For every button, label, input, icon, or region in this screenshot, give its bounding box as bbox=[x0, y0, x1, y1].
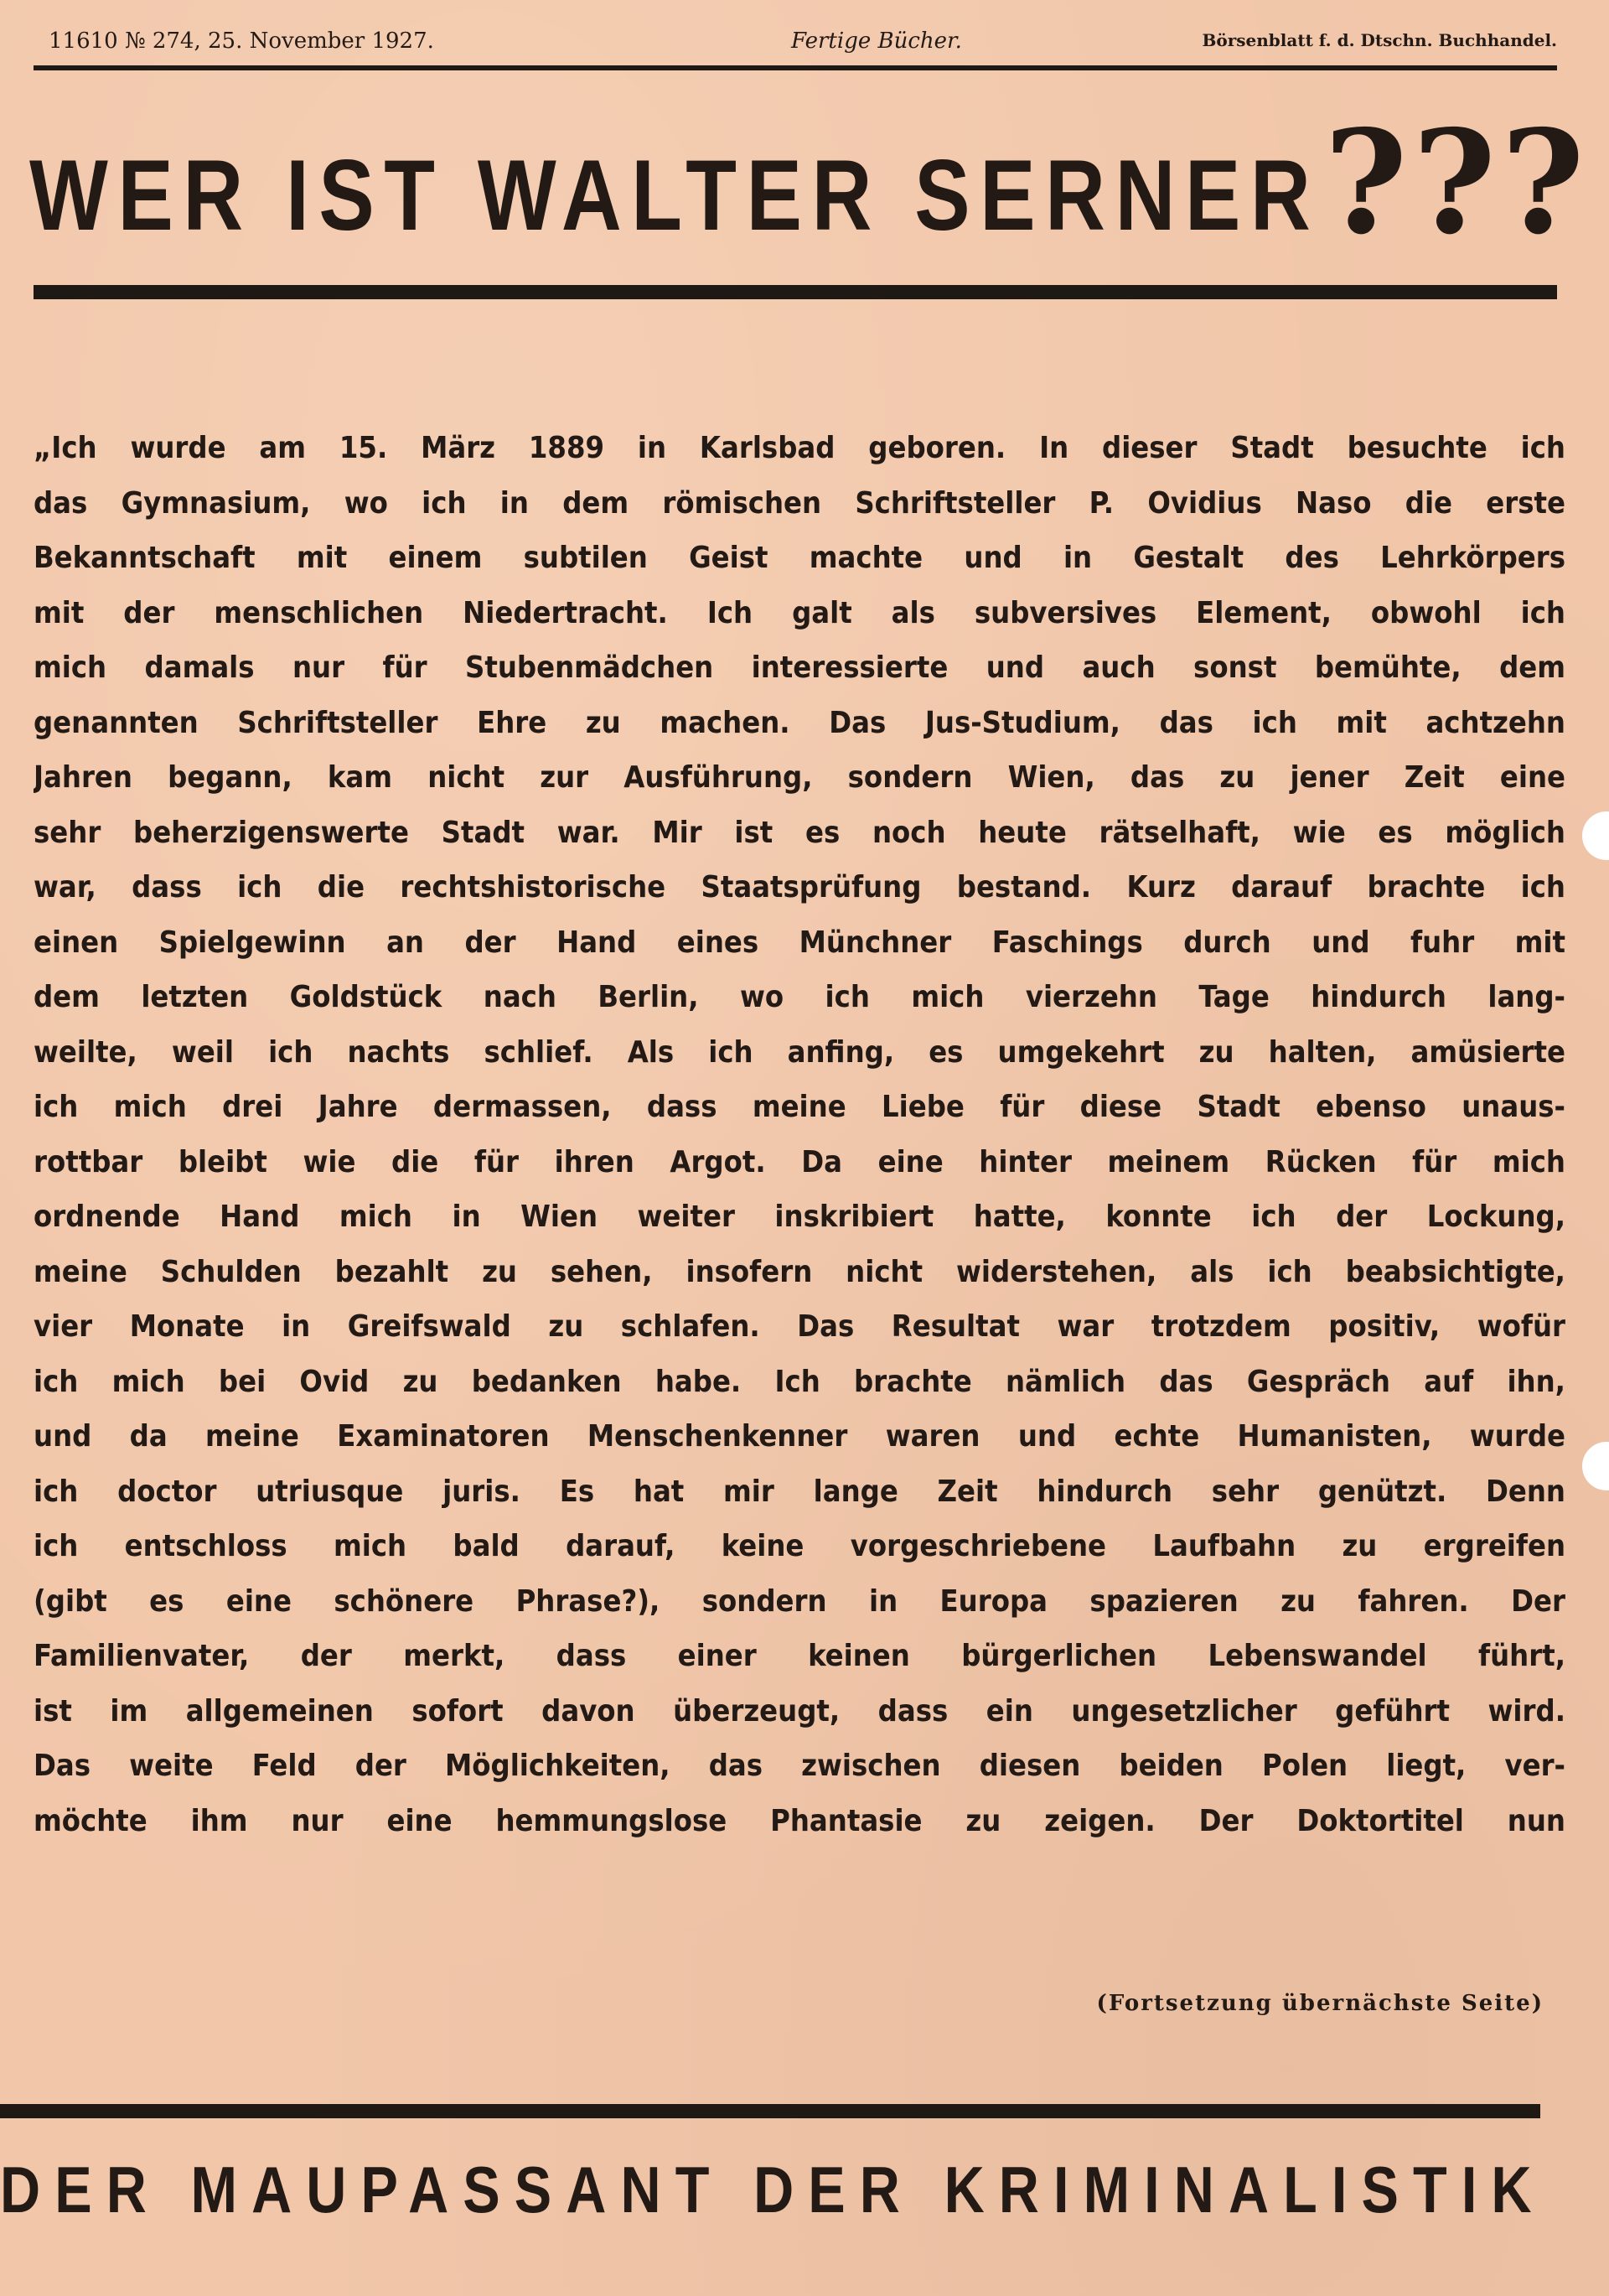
section-title: Fertige Bücher. bbox=[791, 29, 962, 54]
page-info: 11610 № 274, 25. November 1927. bbox=[49, 29, 434, 54]
article-line: ich mich bei Ovid zu bedanken habe. Ich brachte nämlich das Gespräch auf ihn, bbox=[34, 1364, 1565, 1399]
article-line: ich mich drei Jahre dermassen, dass meine Liebe für diese Stadt ebenso unaus- bbox=[34, 1090, 1565, 1124]
article-line: das Gymnasium, wo ich in dem römischen Schriftsteller P. Ovidius Naso die erste bbox=[34, 485, 1565, 521]
article-line: dem letzten Goldstück nach Berlin, wo ich mich vierzehn Tage hindurch lang- bbox=[34, 980, 1565, 1014]
article-line: mich damals nur für Stubenmädchen interessierte und auch sonst bemühte, dem bbox=[34, 650, 1565, 685]
footer-divider bbox=[0, 2104, 1540, 2118]
headline-text: WER IST WALTER SERNER bbox=[29, 139, 1321, 251]
article-line: „Ich wurde am 15. März 1889 in Karlsbad geboren. In dieser Stadt besuchte ich bbox=[34, 431, 1565, 465]
article-body bbox=[34, 421, 1565, 1997]
punch-hole bbox=[1582, 1442, 1609, 1490]
article-line: ist im allgemeinen sofort davon überzeugt, dass ein ungesetzlicher geführt wird. bbox=[34, 1693, 1565, 1728]
article-line: mit der menschlichen Niedertracht. Ich galt als subversives Element, obwohl ich bbox=[34, 595, 1565, 630]
continuation-note: (Fortsetzung übernächste Seite) bbox=[1096, 1991, 1544, 2016]
article-line: genannten Schriftsteller Ehre zu machen. Das Jus-Studium, das ich mit achtzehn bbox=[34, 705, 1565, 740]
article-line: sehr beherzigenswerte Stadt war. Mir ist es noch heute rätselhaft, wie es möglich bbox=[34, 815, 1565, 850]
article-line: Das weite Feld der Möglichkeiten, das zwischen diesen beiden Polen liegt, ver- bbox=[34, 1749, 1565, 1783]
punch-hole bbox=[1582, 811, 1609, 860]
article-line: möchte ihm nur eine hemmungslose Phantasie zu zeigen. Der Doktortitel nun bbox=[34, 1803, 1565, 1838]
article-line: Bekanntschaft mit einem subtilen Geist machte und in Gestalt des Lehrkörpers bbox=[34, 541, 1565, 575]
article-line: weilte, weil ich nachts schlief. Als ich anfing, es umgekehrt zu halten, amüsierte bbox=[34, 1034, 1565, 1070]
article-line: einen Spielgewinn an der Hand eines Münchner Faschings durch und fuhr mit bbox=[34, 925, 1565, 960]
article-line: und da meine Examinatoren Menschenkenner waren und echte Humanisten, wurde bbox=[34, 1419, 1565, 1454]
article-line: Jahren begann, kam nicht zur Ausführung, sondern Wien, das zu jener Zeit eine bbox=[34, 760, 1565, 795]
header-divider bbox=[34, 65, 1557, 70]
headline-divider bbox=[34, 285, 1557, 299]
article-line: ich doctor utriusque juris. Es hat mir lange Zeit hindurch sehr genützt. Denn bbox=[34, 1474, 1565, 1509]
article-line: (gibt es eine schönere Phrase?), sondern in Europa spazieren zu fahren. Der bbox=[34, 1583, 1565, 1619]
footer-slogan: DER MAUPASSANT DER KRIMINALISTIK bbox=[0, 2153, 1546, 2226]
article-line: war, dass ich die rechtshistorische Staatsprüfung bestand. Kurz darauf brachte ich bbox=[34, 870, 1565, 904]
headline-question-marks: ??? bbox=[1324, 99, 1590, 267]
article-line: rottbar bleibt wie die für ihren Argot. Da eine hinter meinem Rücken für mich bbox=[34, 1144, 1565, 1179]
article-line: ordnende Hand mich in Wien weiter inskribiert hatte, konnte ich der Lockung, bbox=[34, 1200, 1565, 1234]
article-line: vier Monate in Greifswald zu schlafen. Das Resultat war trotzdem positiv, wofür bbox=[34, 1309, 1565, 1344]
page-header bbox=[49, 23, 1557, 60]
publication-name: Börsenblatt f. d. Dtschn. Buchhandel. bbox=[1202, 30, 1557, 50]
article-line: ich entschloss mich bald darauf, keine vorgeschriebene Laufbahn zu ergreifen bbox=[34, 1529, 1565, 1563]
article-line: meine Schulden bezahlt zu sehen, insofern nicht widerstehen, als ich beabsichtigte, bbox=[34, 1254, 1565, 1289]
article-line: Familienvater, der merkt, dass einer keinen bürgerlichen Lebenswandel führt, bbox=[34, 1639, 1565, 1673]
headline bbox=[29, 99, 1590, 267]
